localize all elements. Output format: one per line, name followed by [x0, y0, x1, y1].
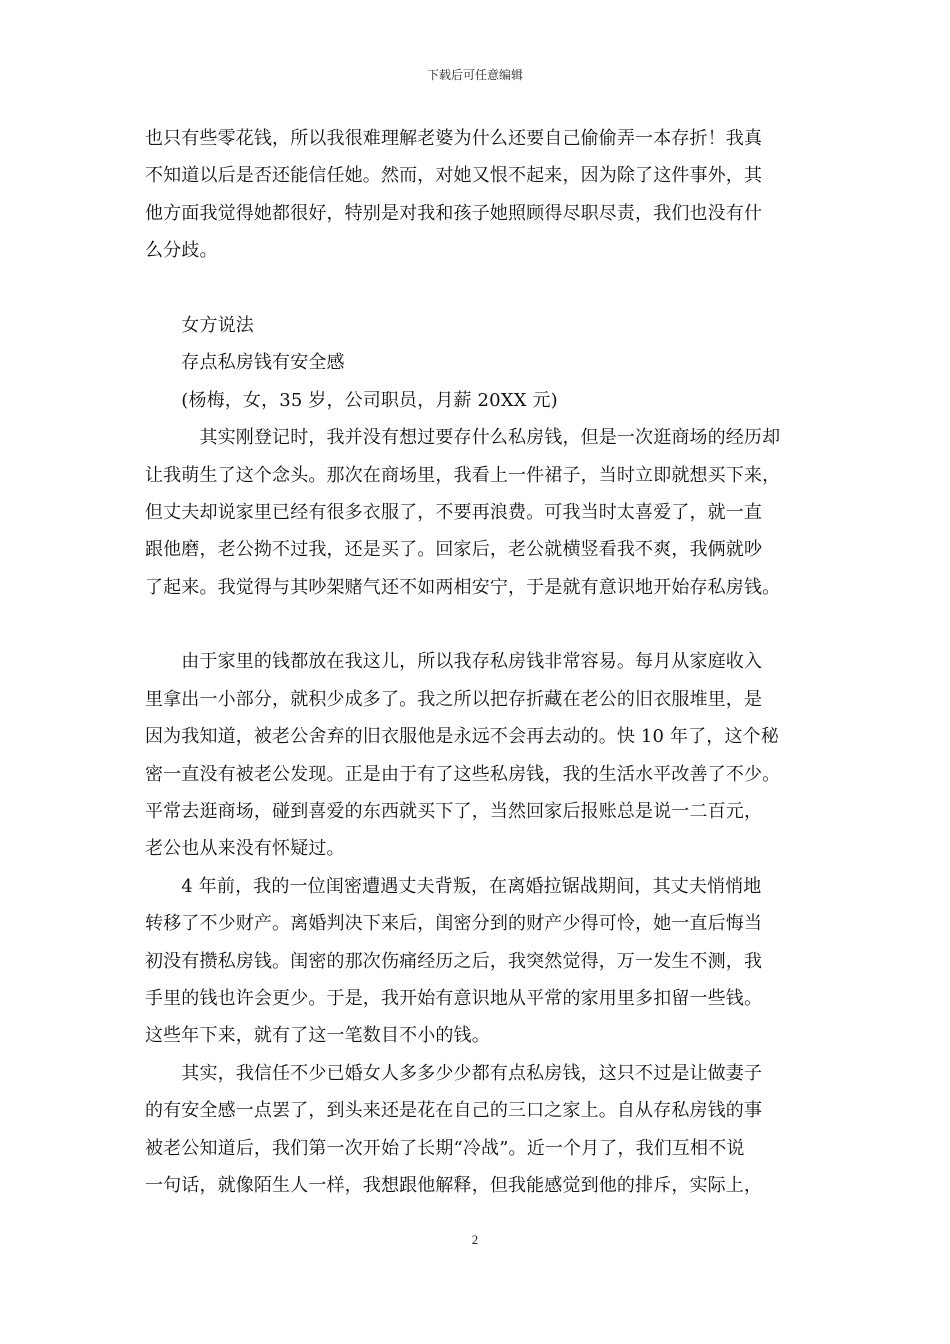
text-line: 密一直没有被老公发现。正是由于有了这些私房钱，我的生活水平改善了不少。 [145, 763, 781, 785]
text-line: 的有安全感一点罢了，到头来还是花在自己的三口之家上。自从存私房钱的事 [145, 1100, 763, 1122]
section-heading: 女方说法 [145, 314, 254, 336]
text-line: 4 年前，我的一位闺密遭遇丈夫背叛，在离婚拉锯战期间，其丈夫悄悄地 [145, 875, 762, 897]
text-line: 初没有攒私房钱。闺密的那次伤痛经历之后，我突然觉得，万一发生不测，我 [145, 950, 763, 972]
text-line: 手里的钱也许会更少。于是，我开始有意识地从平常的家用里多扣留一些钱。 [145, 987, 763, 1009]
page-header: 下载后可任意编辑 [426, 68, 523, 82]
text-line: 由于家里的钱都放在我这儿，所以我存私房钱非常容易。每月从家庭收入 [145, 651, 763, 673]
text-line: 他方面我觉得她都很好，特别是对我和孩子她照顾得尽职尽责，我们也没有什 [145, 202, 763, 224]
text-line: 了起来。我觉得与其吵架赌气还不如两相安宁，于是就有意识地开始存私房钱。 [145, 576, 781, 598]
document-body [145, 120, 825, 1204]
text-line: 因为我知道，被老公舍弃的旧衣服他是永远不会再去动的。快 10 年了，这个秘 [145, 726, 779, 748]
text-line: 这些年下来，就有了这一笔数目不小的钱。 [145, 1025, 490, 1047]
text-line: 不知道以后是否还能信任她。然而，对她又恨不起来，因为除了这件事外，其 [145, 165, 763, 187]
text-line: 一句话，就像陌生人一样，我想跟他解释，但我能感觉到他的排斥，实际上， [145, 1174, 763, 1196]
text-line: 但丈夫却说家里已经有很多衣服了，不要再浪费。可我当时太喜爱了，就一直 [145, 501, 763, 523]
paragraph-gap [145, 270, 825, 307]
paragraph-gap [145, 606, 825, 643]
text-line: 里拿出一小部分，就积少成多了。我之所以把存折藏在老公的旧衣服堆里，是 [145, 688, 763, 710]
text-line: 让我萌生了这个念头。那次在商场里，我看上一件裙子，当时立即就想买下来， [145, 464, 781, 486]
text-line: 也只有些零花钱，所以我很难理解老婆为什么还要自己偷偷弄一本存折！我真 [145, 128, 763, 149]
text-line: 转移了不少财产。离婚判决下来后，闺密分到的财产少得可怜，她一直后悔当 [145, 913, 763, 935]
text-line: 么分歧。 [145, 240, 218, 262]
text-line: 其实刚登记时，我并没有想过要存什么私房钱，但是一次逛商场的经历却 [145, 427, 781, 449]
text-line: 其实，我信任不少已婚女人多多少少都有点私房钱，这只不过是让做妻子 [145, 1062, 763, 1084]
text-line: 平常去逛商场，碰到喜爱的东西就买下了，当然回家后报账总是说一二百元， [145, 801, 763, 823]
author-info: (杨梅，女，35 岁，公司职员，月薪 20XX 元) [145, 389, 558, 411]
text-line: 跟他磨，老公拗不过我，还是买了。回家后，老公就横竖看我不爽，我俩就吵 [145, 539, 763, 561]
text-line: 被老公知道后，我们第一次开始了长期“冷战”。近一个月了，我们互相不说 [145, 1137, 745, 1159]
section-title: 存点私房钱有安全感 [145, 352, 345, 374]
text-line: 老公也从来没有怀疑过。 [145, 838, 345, 860]
page-number: 2 [471, 1232, 479, 1247]
